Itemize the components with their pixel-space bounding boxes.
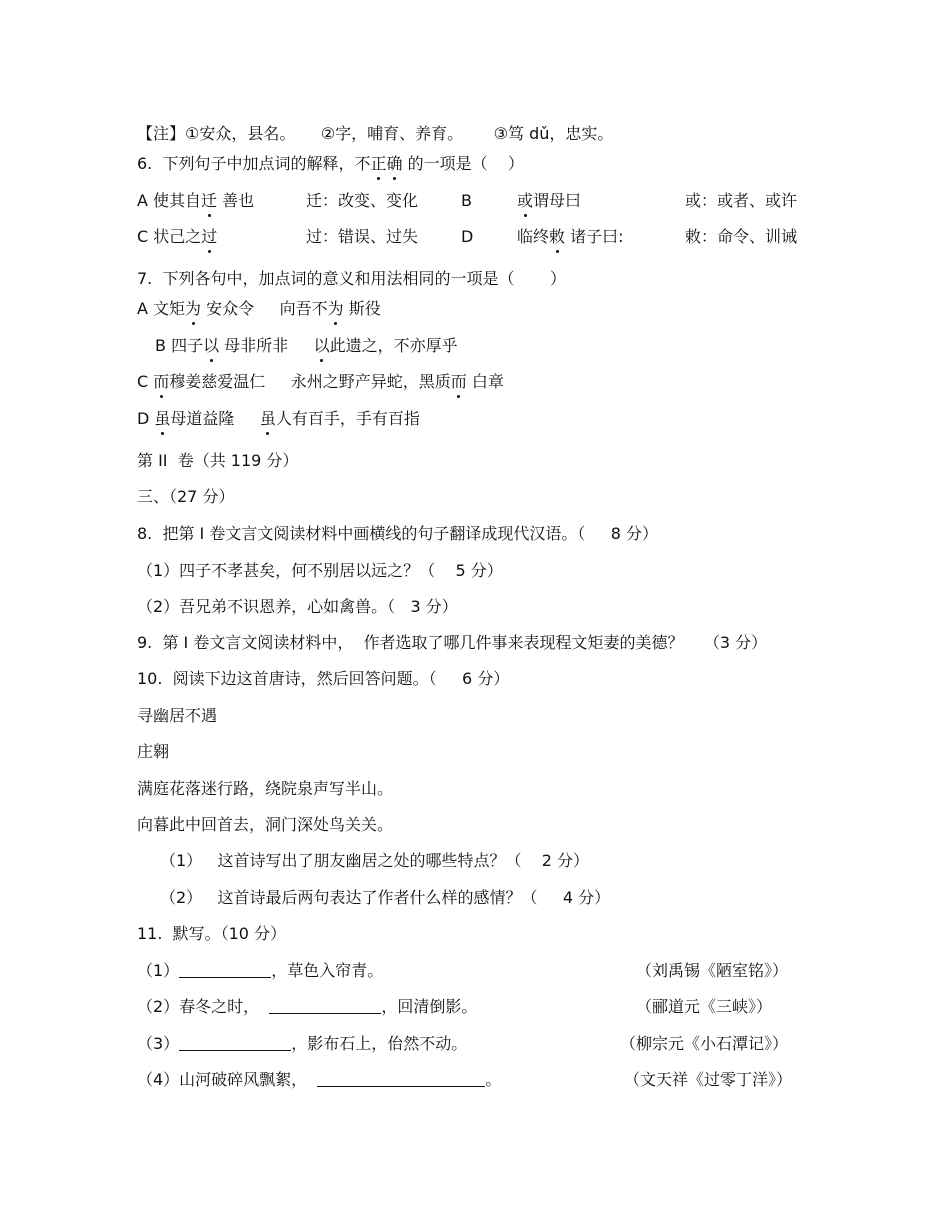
dotted-char: 以 [313,336,330,355]
question-7-option-d: D 虽母道益隆 虽人有百手，手有百指 [137,409,420,428]
dictation-item-4: （4）山河破碎风飘絮， 。 [137,1070,502,1089]
option-b-letter: B [461,191,472,210]
question-6-stem: 6. 下列句子中加点词的解释，不正确 的一项是（ ） [137,154,524,173]
option-c: C 状己之过 [137,227,218,246]
poem-author: 庄翱 [137,742,170,761]
dotted-char: 过 [201,227,218,246]
option-b-gloss: 或：或者、或许 [685,191,798,210]
dotted-char: 而 [450,372,467,391]
question-7-option-c: C 而穆姜慈爱温仁 永州之野产异蛇，黑质而 白章 [137,372,504,391]
answer-blank[interactable] [179,961,271,978]
question-8-stem: 8. 把第 I 卷文言文阅读材料中画横线的句子翻译成现代汉语。（ 8 分） [137,524,659,543]
question-11-stem: 11. 默写。（10 分） [137,924,287,943]
dotted-char: 为 [185,299,202,318]
part-3-heading: 三、（27 分） [137,487,235,506]
dotted-char: 而 [153,372,170,391]
option-b: 或谓母曰 [517,191,582,210]
dotted-char: 虽 [154,409,171,428]
option-a: A 使其自迁 善也 [137,191,255,210]
dictation-item-3: （3） ，影布石上，佁然不动。 [137,1034,468,1053]
dictation-source-3: （柳宗元《小石潭记》） [620,1034,789,1053]
question-7-stem: 7. 下列各句中，加点词的意义和用法相同的一项是（ ） [137,269,567,288]
dictation-source-4: （文天祥《过零丁洋》） [624,1070,793,1089]
dotted-char: 虽 [259,409,276,428]
dotted-char: 正 [370,154,387,173]
question-9-stem: 9. 第 I 卷文言文阅读材料中， 作者选取了哪几件事来表现程文矩妻的美德？ （3 分） [137,633,768,652]
option-d-letter: D [461,227,474,246]
poem-line-2: 向暮此中回首去，洞门深处鸟关关。 [137,815,394,834]
dotted-char: 为 [327,299,344,318]
question-8-sub-2: （2）吾兄弟不识恩养，心如禽兽。（ 3 分） [137,597,458,616]
question-7-option-a: A 文矩为 安众令 向吾不为 斯役 [137,299,381,318]
question-10-stem: 10. 阅读下边这首唐诗，然后回答问题。（ 6 分） [137,669,510,688]
dotted-char: 确 [386,154,403,173]
dictation-source-1: （刘禹锡《陋室铭》） [636,961,789,980]
annotation-note: 【注】①安众，县名。 ②字，哺育、养育。 ③笃 dǔ，忠实。 [137,124,614,143]
option-d: 临终敕 诸子曰: [517,227,624,246]
poem-title: 寻幽居不遇 [137,706,218,725]
dictation-source-2: （郦道元《三峡》） [636,997,773,1016]
answer-blank[interactable] [269,997,381,1014]
dictation-item-1: （1） ，草色入帘青。 [137,961,384,980]
dotted-char: 或 [517,191,534,210]
question-8-sub-1: （1）四子不孝甚矣，何不别居以远之？（ 5 分） [137,561,503,580]
option-d-gloss: 敕：命令、训诫 [685,227,798,246]
dotted-char: 敕 [549,227,566,246]
question-7-option-b: B 四子以 母非所非 以此遗之，不亦厚乎 [155,336,458,355]
question-10-sub-2: （2） 这首诗最后两句表达了作者什么样的感情？（ 4 分） [160,888,611,907]
dotted-char: 迁 [201,191,218,210]
dotted-char: 以 [203,336,220,355]
option-c-gloss: 过：错误、过失 [306,227,419,246]
question-10-sub-1: （1） 这首诗写出了朋友幽居之处的哪些特点？（ 2 分） [160,851,590,870]
poem-line-1: 满庭花落迷行路，绕院泉声写半山。 [137,779,394,798]
answer-blank[interactable] [317,1070,485,1087]
option-a-gloss: 迁：改变、变化 [306,191,419,210]
section-2-title: 第 II 卷（共 119 分） [137,451,299,470]
dictation-item-2: （2）春冬之时， ，回清倒影。 [137,997,478,1016]
answer-blank[interactable] [179,1034,291,1051]
